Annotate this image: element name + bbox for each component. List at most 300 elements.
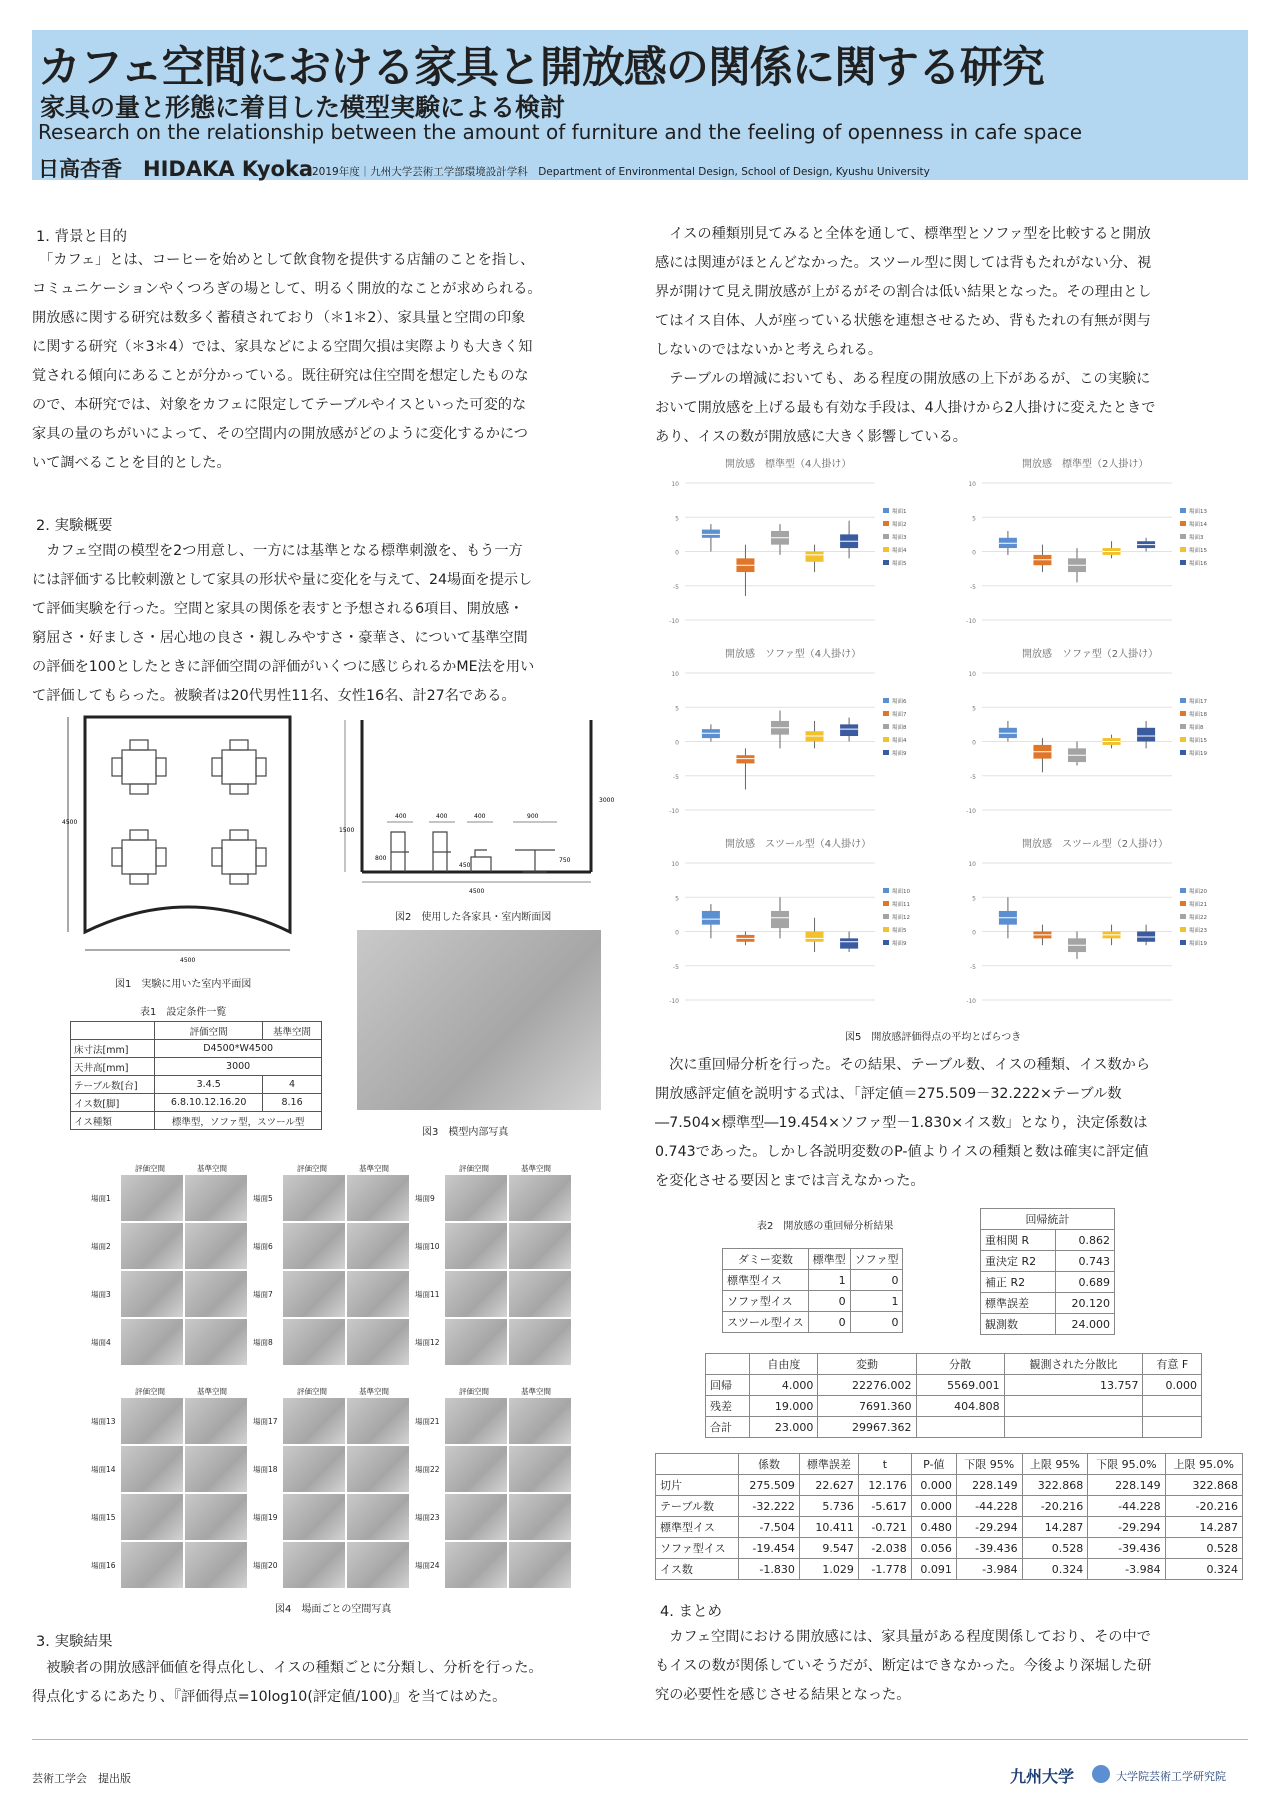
tick-label: 0 <box>972 739 976 747</box>
dim-width: 4500 <box>180 957 196 964</box>
fig1-caption: 図1 実験に用いた室内平面図 <box>115 979 252 990</box>
chart-title: 開放感 スツール型（2人掛け） <box>1022 839 1169 850</box>
scene-label: 場面14 <box>91 1465 116 1474</box>
boxplot-chart <box>655 455 945 640</box>
scene-label: 場面23 <box>415 1513 440 1522</box>
table-cell: 標準型イス <box>723 1270 809 1291</box>
chart-title: 開放感 ソファ型（2人掛け） <box>1022 649 1159 660</box>
table-cell: -5.617 <box>858 1496 911 1517</box>
boxplot-chart <box>655 645 945 830</box>
table-header: 変動 <box>818 1354 916 1375</box>
tick-label: 5 <box>675 515 679 523</box>
box <box>702 530 720 538</box>
table-cell: 0.000 <box>911 1496 956 1517</box>
scene-photo <box>509 1398 571 1444</box>
grid-header: 評価空間 <box>297 1387 327 1396</box>
footer-rule <box>32 1739 1248 1740</box>
text-line: て評価してもらった。被験者は20代男性11名、女性16名、計27名である。 <box>32 688 516 704</box>
section-2-heading: 2. 実験概要 <box>36 518 113 534</box>
tick-label: -10 <box>669 998 679 1005</box>
table-cell <box>1143 1396 1202 1417</box>
scene-label: 場面18 <box>253 1465 278 1474</box>
table-cell: 9.547 <box>799 1538 858 1559</box>
section-1-body <box>32 246 542 478</box>
legend-swatch <box>1180 508 1186 513</box>
table-cell: 標準誤差 <box>981 1293 1056 1314</box>
table-cell: 10.411 <box>799 1517 858 1538</box>
scene-label: 場面10 <box>415 1242 440 1251</box>
table1-caption: 表1 設定条件一覧 <box>140 1007 227 1018</box>
dim-label: 1500 <box>339 827 355 834</box>
legend-swatch <box>883 547 889 552</box>
table-cell: -1.778 <box>858 1559 911 1580</box>
table-cell: 12.176 <box>858 1475 911 1496</box>
text-line: カフェ空間における開放感には、家具量がある程度関係しており、その中で <box>655 1629 1151 1645</box>
legend-label: 場面15 <box>1189 548 1207 554</box>
legend-label: 場面15 <box>1189 738 1207 744</box>
legend-label: 場面20 <box>1189 889 1207 895</box>
grid-header: 基準空間 <box>521 1164 551 1173</box>
scene-photo <box>347 1542 409 1588</box>
faculty-logo: 大学院芸術工学研究院 <box>1116 1770 1226 1783</box>
grid-header: 基準空間 <box>359 1164 389 1173</box>
legend-swatch <box>1180 914 1186 919</box>
author: 日高杏香 HIDAKA Kyoka <box>38 157 314 181</box>
regression-stats-table <box>980 1208 1115 1335</box>
tick-label: 0 <box>675 929 679 937</box>
table-cell: -1.830 <box>739 1559 800 1580</box>
table-header: 下限 95% <box>956 1454 1022 1475</box>
table-header: 標準型 <box>808 1249 850 1270</box>
box <box>771 911 789 928</box>
table-cell: 4 <box>263 1076 322 1094</box>
tick-label: 0 <box>972 549 976 557</box>
scene-photo <box>347 1223 409 1269</box>
legend-label: 場面4 <box>892 738 907 744</box>
scene-photo <box>509 1271 571 1317</box>
scene-photo <box>283 1542 345 1588</box>
scene-photo <box>121 1175 183 1221</box>
table-cell: 23.000 <box>750 1417 818 1438</box>
box <box>840 938 858 948</box>
dim-label: 400 <box>395 813 407 820</box>
scene-photo <box>185 1223 247 1269</box>
table2-caption: 表2 開放感の重回帰分析結果 <box>757 1221 894 1232</box>
table-cell: -3.984 <box>956 1559 1022 1580</box>
model-interior-photo <box>357 930 601 1110</box>
university-logo: 九州大学 <box>1010 1767 1075 1786</box>
tick-label: -5 <box>970 583 976 591</box>
table-header: 評価空間 <box>155 1022 263 1040</box>
dim-label: 400 <box>436 813 448 820</box>
table-header: 下限 95.0% <box>1088 1454 1165 1475</box>
table-cell: 275.509 <box>739 1475 800 1496</box>
table-cell: 合計 <box>706 1417 750 1438</box>
box <box>1137 728 1155 742</box>
table-cell: イス種類 <box>71 1112 155 1130</box>
faculty-logo-icon <box>1092 1765 1110 1783</box>
legend-swatch <box>1180 521 1186 526</box>
text-line: 開放感評定値を説明する式は、「評定値＝275.509－32.222×テーブル数 <box>655 1086 1122 1102</box>
table-cell: 0 <box>808 1291 850 1312</box>
grid-header: 評価空間 <box>297 1164 327 1173</box>
scene-photo <box>283 1223 345 1269</box>
table-cell: 404.808 <box>916 1396 1004 1417</box>
legend-swatch <box>883 940 889 945</box>
scene-label: 場面2 <box>91 1242 111 1251</box>
legend-swatch <box>883 927 889 932</box>
legend-swatch <box>883 698 889 703</box>
fig4-caption: 図4 場面ごとの空間写真 <box>275 1604 392 1615</box>
section-4-body <box>655 1623 1151 1710</box>
scene-photo <box>121 1398 183 1444</box>
regression-text <box>655 1051 1150 1196</box>
tick-label: -5 <box>970 773 976 781</box>
scene-photo <box>283 1446 345 1492</box>
table-cell: 重相関 R <box>981 1230 1056 1251</box>
tick-label: 0 <box>675 739 679 747</box>
table-header: 自由度 <box>750 1354 818 1375</box>
box <box>702 911 720 925</box>
table-cell: -32.222 <box>739 1496 800 1517</box>
legend-swatch <box>883 724 889 729</box>
tick-label: -10 <box>966 808 976 815</box>
table-cell: 1.029 <box>799 1559 858 1580</box>
table-cell: 14.287 <box>1022 1517 1088 1538</box>
table-header: t <box>858 1454 911 1475</box>
text-line: 家具の量のちがいによって、その空間内の開放感がどのように変化するかにつ <box>32 426 528 442</box>
dummy-variable-table <box>722 1248 903 1333</box>
table-cell: 0.743 <box>1055 1251 1114 1272</box>
table-header: 標準誤差 <box>799 1454 858 1475</box>
legend-swatch <box>1180 711 1186 716</box>
table-cell: 天井高[mm] <box>71 1058 155 1076</box>
text-line: 窮屈さ・好ましさ・居心地の良さ・親しみやすさ・豪華さ、について基準空間 <box>32 630 528 646</box>
anova-table <box>705 1353 1202 1438</box>
table-cell: 228.149 <box>956 1475 1022 1496</box>
tick-label: -5 <box>673 773 679 781</box>
grid-header: 基準空間 <box>197 1387 227 1396</box>
scene-photo <box>347 1319 409 1365</box>
dim-label: 3000 <box>599 797 615 804</box>
table-cell <box>1004 1396 1143 1417</box>
legend-label: 場面21 <box>1189 902 1207 908</box>
text-line: コミュニケーションやくつろぎの場として、明るく開放的なことが求められる。 <box>32 281 542 297</box>
table-cell: -2.038 <box>858 1538 911 1559</box>
scene-photo <box>185 1398 247 1444</box>
table-header: 分散 <box>916 1354 1004 1375</box>
scene-label: 場面9 <box>415 1194 435 1203</box>
table-cell: 1 <box>850 1291 903 1312</box>
table-cell: -20.216 <box>1022 1496 1088 1517</box>
text-line: てはイス自体、人が座っている状態を連想させるため、背もたれの有無が関与 <box>655 313 1151 329</box>
table-cell: -39.436 <box>1088 1538 1165 1559</box>
legend-swatch <box>1180 698 1186 703</box>
chart-title: 開放感 ソファ型（4人掛け） <box>725 649 862 660</box>
legend-swatch <box>1180 560 1186 565</box>
text-line: 覚される傾向にあることが分かっている。既往研究は住空間を想定したものな <box>32 368 529 384</box>
table-cell: 0.324 <box>1165 1559 1242 1580</box>
scene-photo <box>283 1398 345 1444</box>
table-cell: 0.324 <box>1022 1559 1088 1580</box>
tick-label: 10 <box>968 861 976 868</box>
legend-swatch <box>883 901 889 906</box>
legend-label: 場面7 <box>892 712 907 718</box>
tick-label: 5 <box>972 895 976 903</box>
scene-photo <box>283 1175 345 1221</box>
scene-photo <box>347 1494 409 1540</box>
table-cell: ソファ型イス <box>656 1538 739 1559</box>
scene-photo <box>347 1271 409 1317</box>
table-cell: 4.000 <box>750 1375 818 1396</box>
floor-plan-figure <box>60 712 320 972</box>
legend-label: 場面16 <box>1189 561 1207 567</box>
dim-label: 4500 <box>469 888 485 895</box>
scene-photo <box>347 1398 409 1444</box>
legend-swatch <box>1180 750 1186 755</box>
section-1-heading: 1. 背景と目的 <box>36 229 127 245</box>
scene-photo <box>445 1494 507 1540</box>
tick-label: 5 <box>675 895 679 903</box>
scene-label: 場面4 <box>91 1338 111 1347</box>
legend-label: 場面5 <box>892 561 907 567</box>
text-line: 究の必要性を感じさせる結果となった。 <box>655 1687 911 1703</box>
legend-label: 場面19 <box>1189 941 1207 947</box>
table-cell: 補正 R2 <box>981 1272 1056 1293</box>
table-cell: 13.757 <box>1004 1375 1143 1396</box>
grid-header: 基準空間 <box>359 1387 389 1396</box>
table-cell: 観測数 <box>981 1314 1056 1335</box>
text-line: 被験者の開放感評価値を得点化し、イスの種類ごとに分類し、分析を行った。 <box>32 1660 543 1676</box>
tick-label: -5 <box>673 963 679 971</box>
table-cell: 0 <box>850 1270 903 1291</box>
grid-header: 基準空間 <box>521 1387 551 1396</box>
table-cell: -3.984 <box>1088 1559 1165 1580</box>
tick-label: 10 <box>968 671 976 678</box>
table-header: ダミー変数 <box>723 1249 809 1270</box>
table-cell: イス数 <box>656 1559 739 1580</box>
table-cell: 0.689 <box>1055 1272 1114 1293</box>
table-sets <box>112 740 266 884</box>
table-cell: 29967.362 <box>818 1417 916 1438</box>
legend-label: 場面14 <box>1189 522 1207 528</box>
coefficient-table <box>655 1453 1243 1580</box>
scene-photo <box>185 1175 247 1221</box>
table-cell: 0.000 <box>911 1475 956 1496</box>
grid-header: 評価空間 <box>459 1387 489 1396</box>
text-line: ―7.504×標準型―19.454×ソファ型－1.830×イス数」となり，決定係数は <box>655 1115 1148 1131</box>
table-header: 回帰統計 <box>981 1209 1115 1230</box>
box <box>806 552 824 562</box>
legend-label: 場面9 <box>892 941 907 947</box>
scene-photo <box>121 1494 183 1540</box>
table-cell: テーブル数[台] <box>71 1076 155 1094</box>
furniture-elevations <box>391 832 555 872</box>
scene-label: 場面8 <box>253 1338 273 1347</box>
box <box>806 932 824 942</box>
text-line: て評価実験を行った。空間と家具の関係を表すと予想される6項目、開放感・ <box>32 601 524 617</box>
tick-label: 5 <box>972 515 976 523</box>
scene-photo <box>445 1446 507 1492</box>
table-header: 有意 F <box>1143 1354 1202 1375</box>
table-cell: 切片 <box>656 1475 739 1496</box>
english-title: Research on the relationship between the amount of furniture and the feeling of openness in cafe space <box>38 120 1083 144</box>
table-cell: 3000 <box>155 1058 322 1076</box>
legend-label: 場面13 <box>1189 509 1207 515</box>
table-cell: 22276.002 <box>818 1375 916 1396</box>
legend-label: 場面8 <box>892 725 907 731</box>
legend-label: 場面3 <box>1189 535 1204 541</box>
legend-swatch <box>883 737 889 742</box>
boxplot-chart <box>655 835 945 1020</box>
text-line: 開放感に関する研究は数多く蓄積されており（＊1＊2）、家具量と空間の印象 <box>32 310 526 326</box>
table-cell: 322.868 <box>1022 1475 1088 1496</box>
table-cell: 8.16 <box>263 1094 322 1112</box>
legend-label: 場面19 <box>1189 751 1207 757</box>
scene-label: 場面12 <box>415 1338 440 1347</box>
table-cell: 0.056 <box>911 1538 956 1559</box>
table-cell: 5569.001 <box>916 1375 1004 1396</box>
table-cell: 標準型，ソファ型，スツール型 <box>155 1112 322 1130</box>
text-line: 次に重回帰分析を行った。その結果、テーブル数、イスの種類、イス数から <box>655 1057 1151 1073</box>
scene-photo <box>185 1542 247 1588</box>
legend-swatch <box>883 508 889 513</box>
text-line: には評価する比較刺激として家具の形状や量に変化を与えて、24場面を提示し <box>32 572 533 588</box>
scene-photo <box>283 1271 345 1317</box>
text-line: 界が開けて見え開放感が上がるがその割合は低い結果となった。その理由とし <box>655 284 1152 300</box>
table-cell: -44.228 <box>1088 1496 1165 1517</box>
text-line: イスの種類別見てみると全体を通して、標準型とソファ型を比較すると開放 <box>655 226 1151 242</box>
scene-label: 場面15 <box>91 1513 116 1522</box>
text-line: おいて開放感を上げる最も有効な手段は、4人掛けから2人掛けに変えたときで <box>655 400 1156 416</box>
section-3-heading: 3. 実験結果 <box>36 1634 113 1650</box>
legend-label: 場面4 <box>892 548 907 554</box>
tick-label: 10 <box>671 671 679 678</box>
scene-photo <box>121 1542 183 1588</box>
legend-label: 場面10 <box>892 889 910 895</box>
table-cell <box>1143 1417 1202 1438</box>
text-line: いて調べることを目的とした。 <box>32 455 231 471</box>
scene-photo <box>121 1319 183 1365</box>
tick-label: 0 <box>972 929 976 937</box>
page-title: カフェ空間における家具と開放感の関係に関する研究 <box>38 43 1044 93</box>
scene-label: 場面21 <box>415 1417 440 1426</box>
legend-swatch <box>1180 940 1186 945</box>
tick-label: -10 <box>669 808 679 815</box>
scene-label: 場面20 <box>253 1561 278 1570</box>
chart-title: 開放感 標準型（2人掛け） <box>1022 459 1149 470</box>
table-cell: 22.627 <box>799 1475 858 1496</box>
dim-label: 750 <box>559 857 571 864</box>
fig3-caption: 図3 模型内部写真 <box>422 1127 509 1138</box>
tick-label: 5 <box>675 705 679 713</box>
box <box>840 724 858 736</box>
table-cell: -7.504 <box>739 1517 800 1538</box>
text-line: を変化させる要因とまでは言えなかった。 <box>655 1173 925 1189</box>
table-cell: 0.528 <box>1165 1538 1242 1559</box>
table-cell: 7691.360 <box>818 1396 916 1417</box>
dim-label: 400 <box>474 813 486 820</box>
table-cell: 6.8.10.12.16.20 <box>155 1094 263 1112</box>
scene-label: 場面11 <box>415 1290 440 1299</box>
legend-label: 場面1 <box>892 509 907 515</box>
table-cell: 0.528 <box>1022 1538 1088 1559</box>
table-cell: スツール型イス <box>723 1312 809 1333</box>
grid-header: 評価空間 <box>135 1164 165 1173</box>
legend-label: 場面22 <box>1189 915 1207 921</box>
tick-label: 10 <box>968 481 976 488</box>
table-cell: ソファ型イス <box>723 1291 809 1312</box>
scene-photo <box>347 1446 409 1492</box>
legend-swatch <box>1180 927 1186 932</box>
page-subtitle: 家具の量と形態に着目した模型実験による検討 <box>40 93 566 122</box>
scene-photo <box>445 1271 507 1317</box>
table-header: 上限 95.0% <box>1165 1454 1242 1475</box>
table-cell: D4500*W4500 <box>155 1040 322 1058</box>
chart-title: 開放感 スツール型（4人掛け） <box>725 839 872 850</box>
table-cell: 残差 <box>706 1396 750 1417</box>
legend-swatch <box>1180 901 1186 906</box>
box <box>736 755 754 763</box>
table-cell: テーブル数 <box>656 1496 739 1517</box>
table-cell: -29.294 <box>956 1517 1022 1538</box>
legend-swatch <box>883 521 889 526</box>
scene-photo <box>509 1494 571 1540</box>
table-cell: 1 <box>808 1270 850 1291</box>
table-cell: -0.721 <box>858 1517 911 1538</box>
table-cell: イス数[脚] <box>71 1094 155 1112</box>
chart-title: 開放感 標準型（4人掛け） <box>725 459 852 470</box>
dim-label: 450 <box>459 862 471 869</box>
table-cell: -29.294 <box>1088 1517 1165 1538</box>
text-line: あり、イスの数が開放感に大きく影響している。 <box>655 429 967 445</box>
scene-photo <box>509 1175 571 1221</box>
scene-photo <box>347 1175 409 1221</box>
table-cell: 20.120 <box>1055 1293 1114 1314</box>
scene-photo <box>121 1271 183 1317</box>
scene-label: 場面19 <box>253 1513 278 1522</box>
room-outline <box>85 717 290 932</box>
legend-swatch <box>883 888 889 893</box>
section-3-body <box>32 1654 543 1712</box>
table-cell: 0.000 <box>1143 1375 1202 1396</box>
legend-label: 場面2 <box>892 522 907 528</box>
table-header: P-値 <box>911 1454 956 1475</box>
scene-label: 場面5 <box>253 1194 273 1203</box>
table-cell: 床寸法[mm] <box>71 1040 155 1058</box>
table-cell: 3.4.5 <box>155 1076 263 1094</box>
legend-swatch <box>1180 534 1186 539</box>
table-cell: 回帰 <box>706 1375 750 1396</box>
table-cell: 0.480 <box>911 1517 956 1538</box>
tick-label: -10 <box>966 618 976 625</box>
tick-label: 5 <box>972 705 976 713</box>
scene-label: 場面22 <box>415 1465 440 1474</box>
table-cell: 14.287 <box>1165 1517 1242 1538</box>
scene-photo <box>509 1542 571 1588</box>
legend-label: 場面5 <box>892 928 907 934</box>
scene-label: 場面17 <box>253 1417 278 1426</box>
table-cell: -19.454 <box>739 1538 800 1559</box>
scene-label: 場面13 <box>91 1417 116 1426</box>
legend-label: 場面18 <box>1189 712 1207 718</box>
legend-label: 場面17 <box>1189 699 1207 705</box>
section-4-heading: 4. まとめ <box>660 1604 722 1620</box>
text-line: 0.743であった。しかし各説明変数のP-値よりイスの種類と数は確実に評定値 <box>655 1144 1149 1160</box>
scene-photo <box>283 1494 345 1540</box>
legend-swatch <box>1180 547 1186 552</box>
scene-photo <box>185 1446 247 1492</box>
